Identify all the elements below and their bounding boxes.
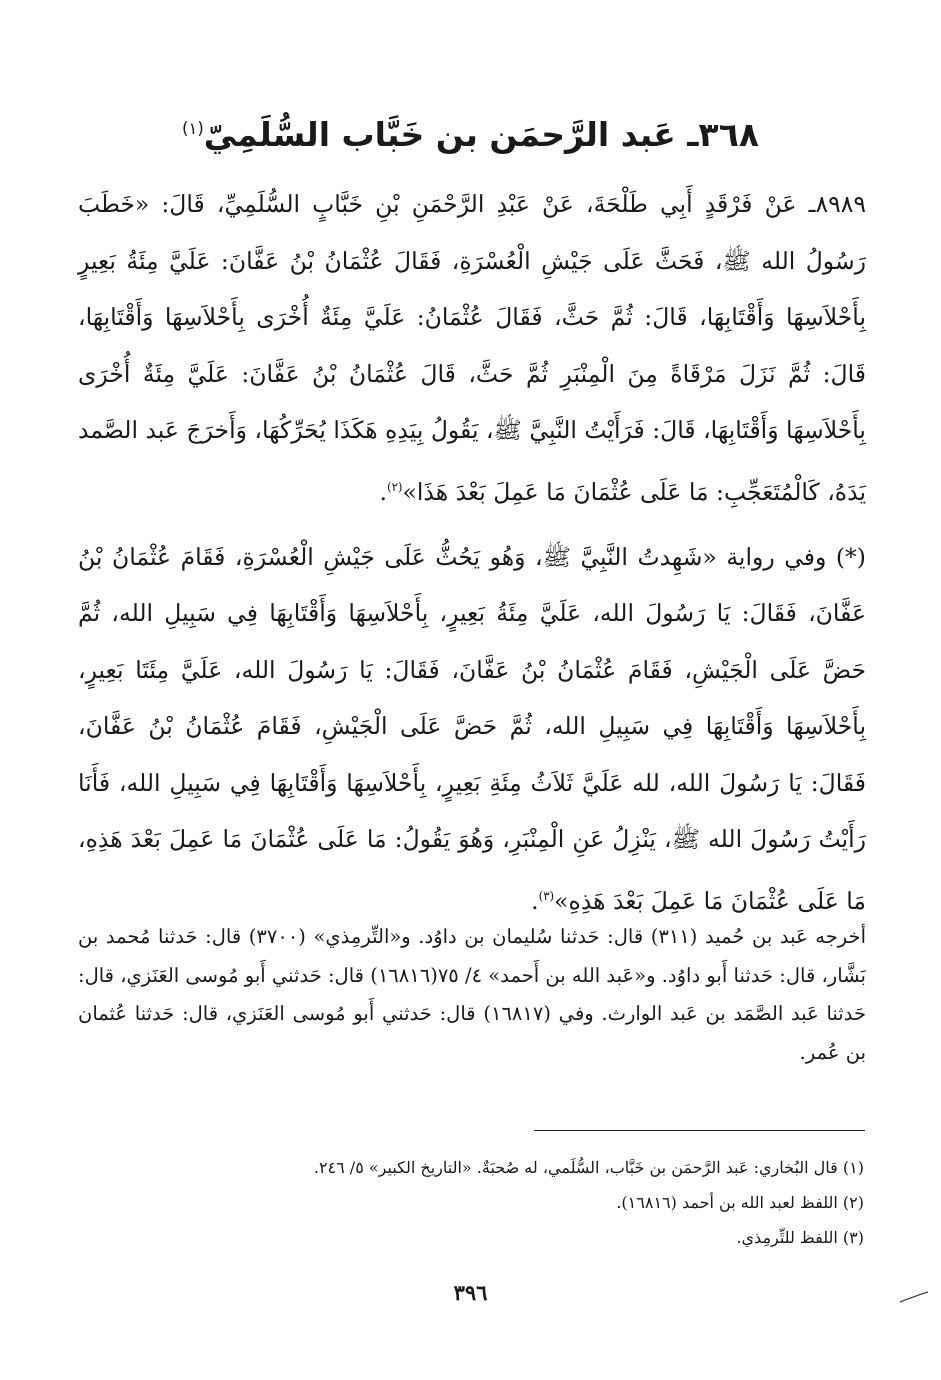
takhrij-line: قال: حَدثني أَبو مُوسى العَنَزي، قال: حَدثنا عَبد الصَّمَد بن عَبد الوارث. وفي (١٦٨١٧) (78, 963, 867, 1025)
paragraph-gap (78, 520, 866, 529)
footnote-item: (٢) اللفظ لعبد الله بن أحمد (١٦٨١٦). (616, 1193, 864, 1212)
page-number: ٣٩٦ (453, 1280, 488, 1305)
footnote-item: (١) قال البُخاري: عَبد الرَّحمَن بن خَبَّاب، السُّلَمي، له صُحبَةٌ. «التاريخ الكبير» ٥/ ٢٤٦. (313, 1158, 864, 1177)
hadith-main-line: فَرَأَيْتُ النَّبِيَّ ﷺ، يَقُولُ بِيَدِهِ هَكَذَا يُحَرِّكُهَا، وَأَخرَجَ عَبد الصَّمد يَدَهُ، (78, 416, 866, 506)
hadith-main (78, 176, 866, 520)
takhrij-paragraph (78, 918, 866, 1072)
footnote-divider (534, 1130, 865, 1131)
footnotes (78, 1150, 864, 1255)
hadith-main-line: عَفَّانَ: عَلَيَّ مِئَةُ بَعِيرٍ بِأَحْلاَسِهَا وَأَقْتَابِهَا، قَالَ: ثُمَّ حَثَّ، فَقَالَ عُثْمَانُ: (78, 246, 866, 331)
footnote-item: (٣) اللفظ للتِّرمِذي. (736, 1228, 864, 1247)
hadith-variant-line: الله، ثُمَّ حَضَّ عَلَى الْجَيْشِ، فَقَامَ عُثْمَانُ بْنُ عَفَّانَ، فَقَالَ: يَا رَسُولَ الله، عَلَيَّ مِئَتَا (78, 599, 866, 684)
hadith-body (78, 176, 866, 929)
footnote-ref: (٣) (538, 888, 555, 903)
hadith-variant-line: (*) وفي رواية «شَهِدتُ النَّبِيَّ ﷺ، وَهُو يَحُثُّ عَلَى جَيْشِ الْعُسْرَةِ، فَقَامَ (180, 542, 866, 571)
hadith-variant-line: عَمِلَ بَعْدَ هَذِهِ، مَا عَلَى عُثْمَانَ مَا عَمِلَ بَعْدَ هَذِهِ» (78, 825, 866, 915)
footnote-ref: (٢) (387, 479, 403, 494)
hadith-main-line: عَلَيَّ مِئَةٌ أُخْرَى بِأَحْلاَسِهَا وَأَقْتَابِهَا، قَالَ: ثُمَّ نَزَلَ مَرْقَاةً مِنَ الْمِنْبَرِ ثُمَّ (78, 303, 866, 388)
hadith-variant (78, 529, 866, 929)
hadith-variant-line: عَفَّانَ، فَقَالَ: يَا رَسُولَ الله، لله عَلَيَّ ثَلاَثُ مِئَةِ بَعِيرٍ، بِأَحْلاَسِهَا وَأَقْتَابِهَا فِي سَبِيلِ (78, 712, 866, 797)
margin-pen-mark (898, 1290, 930, 1304)
hadith-main-line: ٨٩٨٩ـ عَنْ فَرْقَدٍ أَبِي طَلْحَةَ، عَنْ عَبْدِ الرَّحْمَنِ بْنِ خَبَّابٍ السُّلَمِيِّ، قَالَ: (161, 190, 866, 218)
chapter-heading (80, 104, 861, 160)
takhrij-line: قال: حَدثني أَبو مُوسى العَنَزي، قال: حَدثنا عُثمان بن عُمر. (78, 1002, 866, 1064)
hadith-main-end: . (379, 477, 387, 506)
hadith-variant-line: عُثْمَانُ بْنُ عَفَّانَ، فَقَالَ: يَا رَسُولَ الله، عَلَيَّ مِئَةُ بَعِيرٍ، بِأَحْلاَسِهَا وَأَقْتَابِهَا فِي سَبِيلِ (78, 542, 867, 628)
chapter-heading-text: ٣٦٨ـ عَبد الرَّحمَن بن خَبَّاب السُّلَمِيّ (203, 115, 759, 154)
hadith-main-line: «خَطَبَ رَسُولُ الله ﷺ، فَحَثَّ عَلَى جَيْشِ الْعُسْرَةِ، فَقَالَ عُثْمَانُ بْنُ (78, 190, 866, 275)
heading-footnote-ref: (١) (182, 119, 204, 138)
takhrij-line: قال: حَدثنا مُحمد بن بَشَّار، قال: حَدثنا أَبو داوُد. و«عَبد الله بن أَحمد» ٤/ ٧٥(١٦٨١٦) (78, 925, 866, 987)
hadith-variant-line: الله، فَأَنَا رَأَيْتُ رَسُولَ الله ﷺ، يَنْزِلُ عَنِ الْمِنْبَرِ، وَهُوَ يَقُولُ: مَا عَلَى عُثْمَانَ مَا (78, 768, 866, 854)
takhrij-line: أخرجه عَبد بن حُميد (٣١١) قال: حَدثنا سُليمان بن داوُد. و«التِّرمِذي» (٣٧٠٠) (248, 925, 867, 948)
hadith-variant-line: بَعِيرٍ، بِأَحْلاَسِهَا وَأَقْتَابِهَا فِي سَبِيلِ الله، ثُمَّ حَضَّ عَلَى الْجَيْشِ، فَقَامَ عُثْمَانُ بْنُ (78, 655, 866, 741)
hadith-variant-end: . (531, 886, 539, 915)
hadith-main-line: كَالْمُتَعَجِّبِ: مَا عَلَى عُثْمَانَ مَا عَمِلَ بَعْدَ هَذَا» (402, 477, 820, 506)
hadith-main-line: حَثَّ، قَالَ عُثْمَانُ بْنُ عَفَّانَ: عَلَيَّ مِئَةٌ أُخْرَى بِأَحْلاَسِهَا وَأَقْتَابِهَا، قَالَ: (78, 359, 866, 444)
